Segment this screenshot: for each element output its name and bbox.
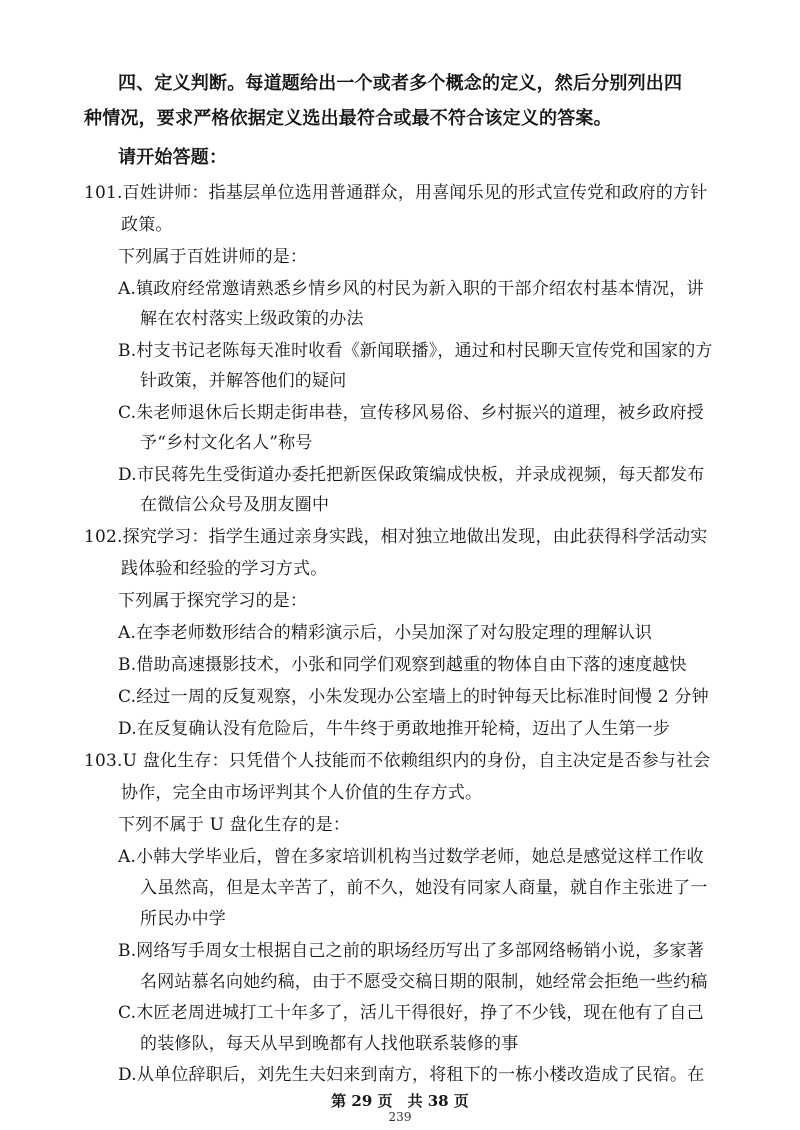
- question-101-option-c: [118, 401, 704, 425]
- option-text: 经过一周的反复观察，小朱发现办公室墙上的时钟每天比标准时间慢 2 分钟: [136, 687, 709, 707]
- question-102-option-d: [118, 717, 670, 741]
- option-text: 在反复确认没有危险后，牛牛终于勇敢地推开轮椅，迈出了人生第一步: [136, 719, 671, 739]
- start-answering-label: 请开始答题：: [118, 147, 228, 168]
- question-definition-text: 百姓讲师：指基层单位选用普通群众，用喜闻乐见的形式宣传党和政府的方针: [122, 183, 708, 203]
- option-text: 在李老师数形结合的精彩演示后，小吴加深了对勾股定理的理解认识: [136, 623, 653, 643]
- option-label: A.: [118, 623, 137, 643]
- question-102-option-b: [118, 653, 687, 677]
- option-text: 借助高速摄影技术，小张和同学们观察到越重的物体自由下落的速度越快: [136, 655, 687, 675]
- question-102-prompt: 下列属于探究学习的是：: [118, 591, 308, 611]
- option-label: D.: [118, 719, 137, 739]
- question-101-option-b: [118, 339, 713, 363]
- question-103-option-a-line-3: 所民办中学: [140, 909, 226, 929]
- section-instructions-line-1: 四、定义判断。每道题给出一个或者多个概念的定义，然后分别列出四: [118, 73, 683, 94]
- option-text: 村支书记老陈每天准时收看《新闻联播》，通过和村民聊天宣传党和国家的方: [136, 341, 713, 361]
- question-103-option-c-line-2: 的装修队，每天从早到晚都有人找他联系装修的事: [140, 1034, 519, 1054]
- question-101-definition-line-1: [84, 181, 707, 205]
- question-103-definition-line-2: 协作，完全由市场评判其个人价值的生存方式。: [121, 783, 483, 803]
- question-102-option-a: [118, 621, 652, 645]
- option-label: B.: [118, 655, 137, 675]
- option-label: B.: [118, 941, 137, 961]
- option-label: C.: [118, 1003, 137, 1023]
- question-103-option-a-line-2: 入虽然高，但是太辛苦了，前不久，她没有同家人商量，就自作主张进了一: [140, 878, 708, 898]
- question-101-option-d: [118, 463, 704, 487]
- option-label: C.: [118, 687, 137, 707]
- question-103-option-b-line-2: 名网站慕名向她约稿，由于不愿受交稿日期的限制，她经常会拒绝一些约稿: [140, 972, 708, 992]
- question-101-option-a-line-2: 解在农村落实上级政策的办法: [140, 309, 364, 329]
- option-text: 朱老师退休后长期走街串巷，宣传移风易俗、乡村振兴的道理，被乡政府授: [136, 403, 704, 423]
- question-101-option-c-line-2: 予“乡村文化名人”称号: [140, 433, 313, 453]
- question-101-option-d-line-2: 在微信公众号及朋友圈中: [140, 495, 330, 515]
- option-label: C.: [118, 403, 137, 423]
- question-101-option-a: [118, 277, 704, 301]
- option-label: B.: [118, 341, 137, 361]
- question-101-prompt: 下列属于百姓讲师的是：: [118, 247, 308, 267]
- option-text: 镇政府经常邀请熟悉乡情乡风的村民为新入职的干部介绍农村基本情况，讲: [136, 279, 704, 299]
- question-101-option-b-line-2: 针政策，并解答他们的疑问: [140, 371, 347, 391]
- option-label: A.: [118, 279, 137, 299]
- question-definition-text: 探究学习：指学生通过亲身实践，相对独立地做出发现，由此获得科学活动实: [122, 527, 708, 547]
- option-text: 网络写手周女士根据自己之前的职场经历写出了多部网络畅销小说，多家著: [136, 941, 704, 961]
- question-103-option-a: [118, 845, 704, 869]
- question-103-option-b: [118, 939, 704, 963]
- question-101-definition-line-2: 政策。: [121, 215, 173, 235]
- question-103-prompt: 下列不属于 U 盘化生存的是：: [118, 815, 351, 835]
- question-103-option-d: [118, 1063, 704, 1087]
- option-text: 市民蒋先生受街道办委托把新医保政策编成快板，并录成视频，每天都发布: [136, 465, 705, 485]
- option-text: 木匠老周进城打工十年多了，活儿干得很好，挣了不少钱，现在他有了自己: [136, 1003, 704, 1023]
- option-label: D.: [118, 1065, 137, 1085]
- question-103-option-c: [118, 1001, 704, 1025]
- question-number: 101.: [84, 183, 123, 203]
- question-number: 102.: [84, 527, 123, 547]
- option-text: 从单位辞职后，刘先生夫妇来到南方，将租下的一栋小楼改造成了民宿。在: [136, 1065, 705, 1085]
- page-number: 239: [388, 1110, 412, 1124]
- question-definition-text: U 盘化生存：只凭借个人技能而不依赖组织内的身份，自主决定是否参与社会: [122, 751, 711, 771]
- question-102-option-c: [118, 685, 709, 709]
- page-info: 第 29 页 共 38 页: [331, 1092, 469, 1110]
- question-number: 103.: [84, 751, 123, 771]
- question-102-definition-line-2: 践体验和经验的学习方式。: [121, 559, 328, 579]
- option-label: A.: [118, 847, 137, 867]
- option-label: D.: [118, 465, 137, 485]
- question-102-definition-line-1: [84, 525, 707, 549]
- section-instructions-line-2: 种情况，要求严格依据定义选出最符合或最不符合该定义的答案。: [84, 108, 612, 129]
- option-text: 小韩大学毕业后，曾在多家培训机构当过数学老师，她总是感觉这样工作收: [136, 847, 704, 867]
- question-103-definition-line-1: [84, 749, 710, 773]
